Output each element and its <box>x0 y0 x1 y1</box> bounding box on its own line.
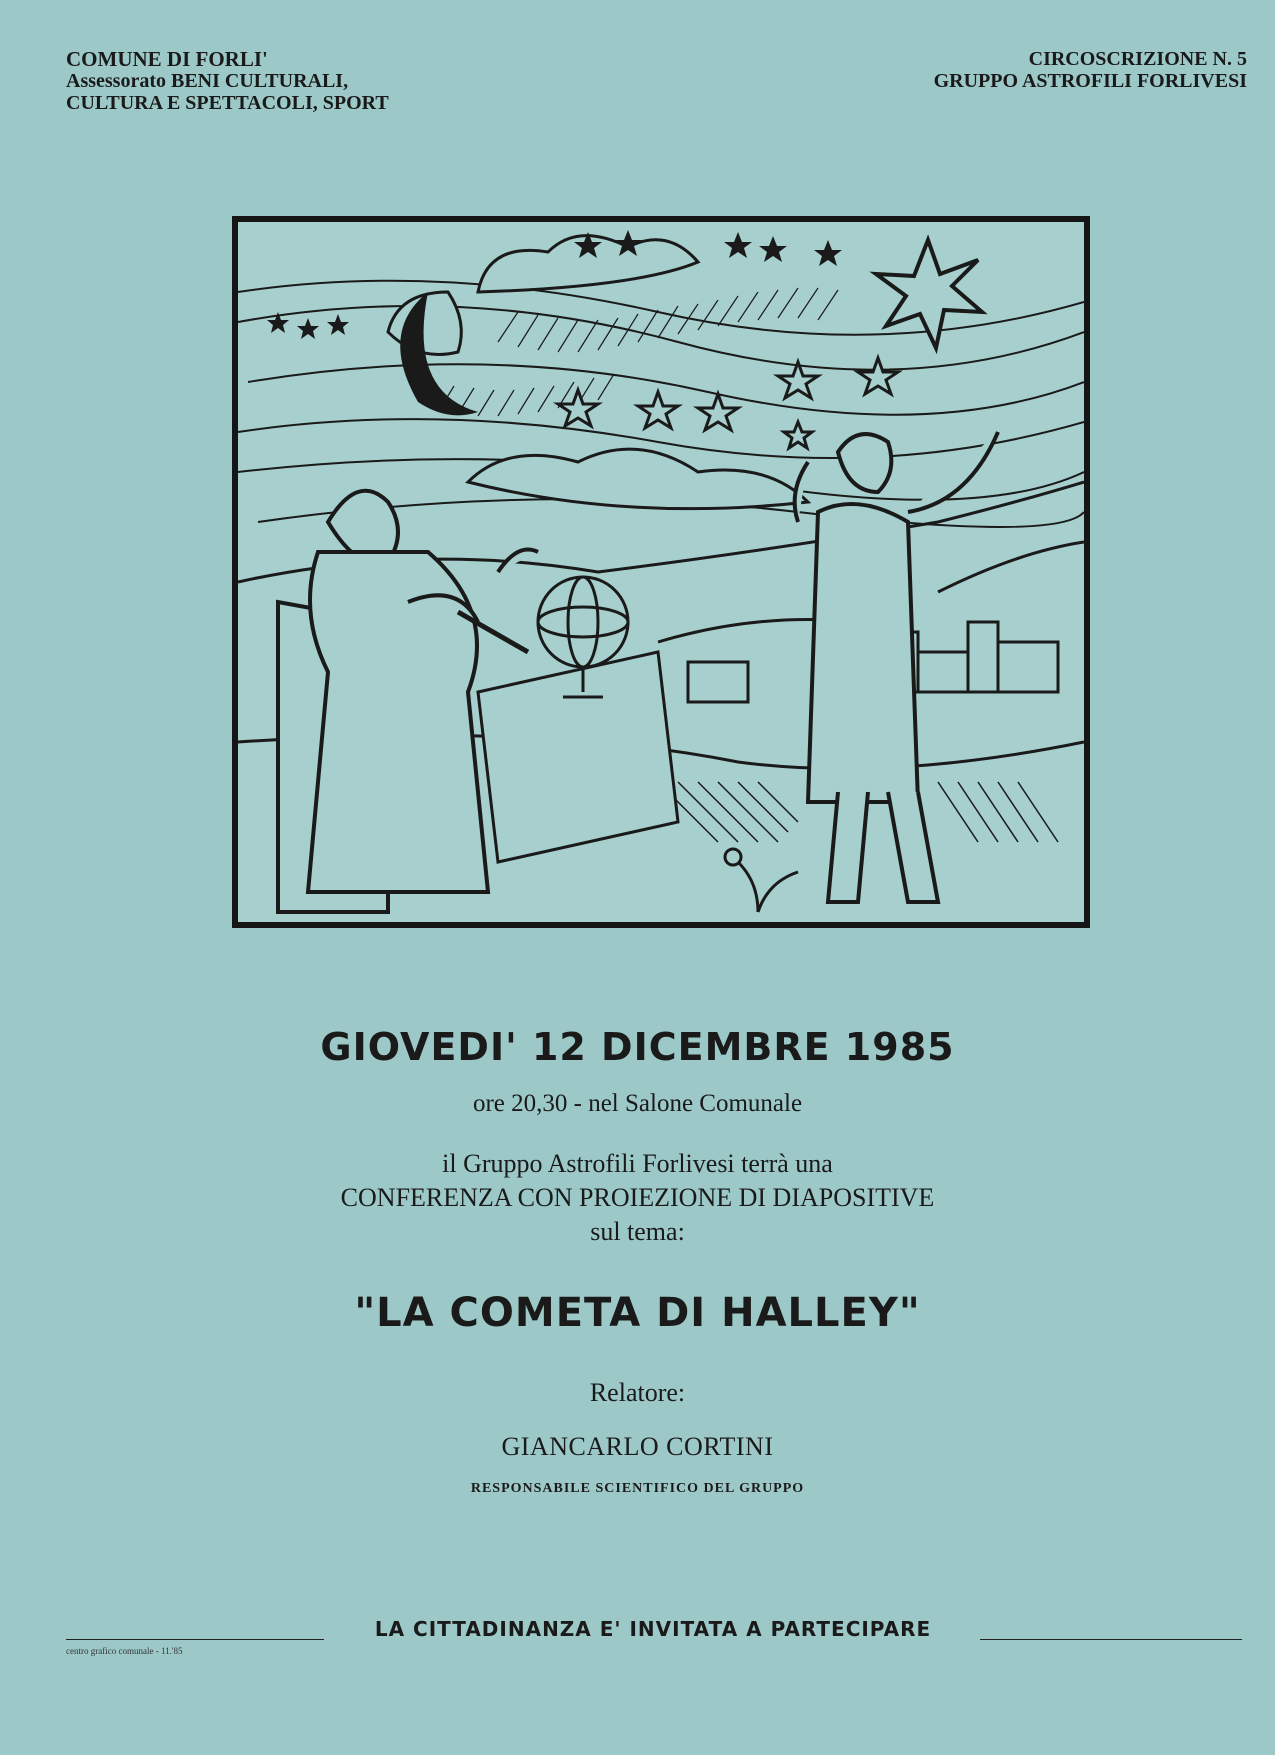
organizer-name: GRUPPO ASTROFILI FORLIVESI <box>933 70 1247 92</box>
footer-rule-right <box>980 1639 1242 1640</box>
department-line-1: Assessorato BENI CULTURALI, <box>66 70 349 92</box>
municipality-name: COMUNE DI FORLI' <box>66 47 268 71</box>
speaker-role: RESPONSABILE SCIENTIFICO DEL GRUPPO <box>470 1481 805 1496</box>
event-description-line-1: il Gruppo Astrofili Forlivesi terrà una <box>442 1149 833 1178</box>
printer-note: centro grafico comunale - 11.'85 <box>66 1646 183 1656</box>
event-time-place: ore 20,30 - nel Salone Comunale <box>472 1090 803 1117</box>
district-name: CIRCOSCRIZIONE N. 5 <box>1028 48 1247 70</box>
event-description-line-2: CONFERENZA CON PROIEZIONE DI DIAPOSITIVE <box>340 1183 935 1212</box>
astronomers-woodcut-illustration <box>232 216 1090 928</box>
footer-rule-left <box>66 1639 324 1640</box>
header-left <box>66 48 389 114</box>
event-date: GIOVEDI' 12 DICEMBRE 1985 <box>320 1025 955 1069</box>
conference-title: "LA COMETA DI HALLEY" <box>354 1290 921 1336</box>
event-description-line-3: sul tema: <box>590 1217 685 1246</box>
invitation-text: LA CITTADINANZA E' INVITATA A PARTECIPARE <box>374 1617 932 1641</box>
header-right <box>934 48 1247 92</box>
woodcut-svg <box>238 222 1084 922</box>
speaker-name: GIANCARLO CORTINI <box>501 1432 774 1461</box>
speaker-label: Relatore: <box>589 1378 686 1407</box>
department-line-2: CULTURA E SPETTACOLI, SPORT <box>66 92 389 114</box>
